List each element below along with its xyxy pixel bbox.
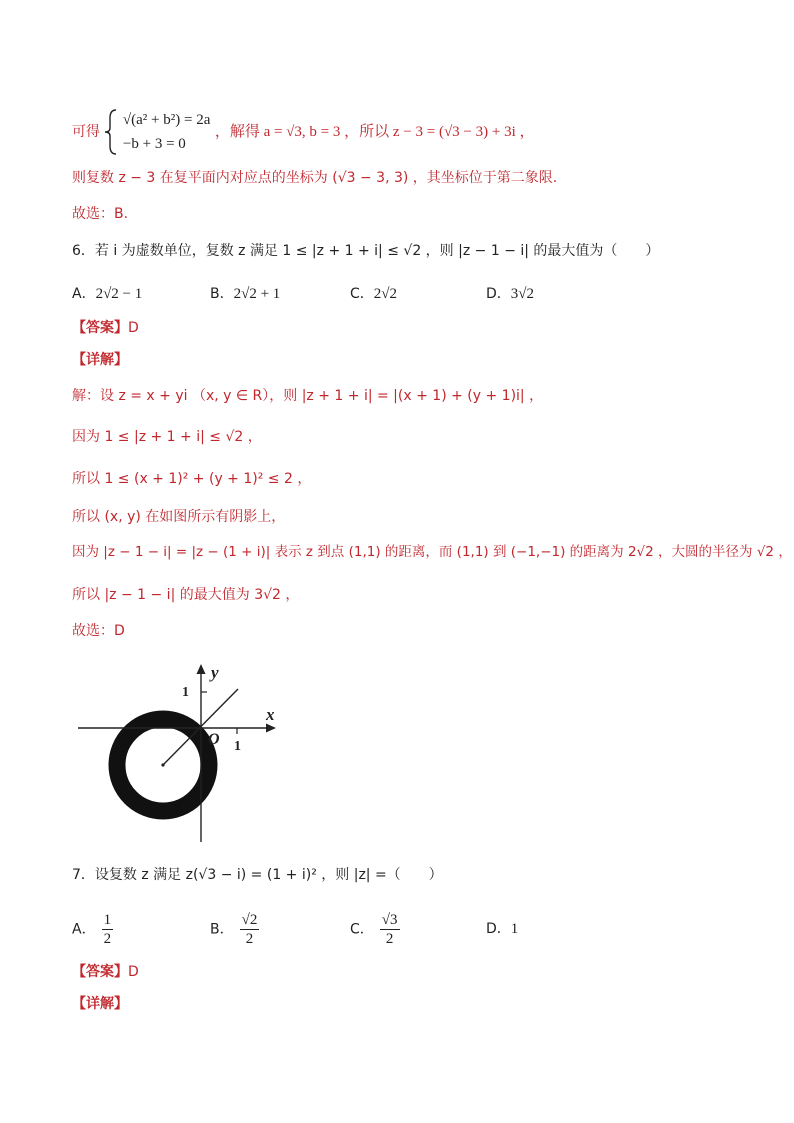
fraction-numerator: 1 bbox=[103, 912, 112, 928]
y-axis-arrow-icon bbox=[197, 664, 206, 674]
equation-system bbox=[123, 108, 210, 156]
origin-label: O bbox=[208, 731, 220, 748]
fraction-denominator: 2 bbox=[103, 931, 112, 947]
answer-value: D bbox=[128, 320, 139, 336]
equation-bottom: −b + 3 = 0 bbox=[122, 136, 186, 152]
x-axis-label: x bbox=[266, 705, 275, 724]
detail-tag-6: 【详解】 bbox=[72, 352, 128, 368]
option-d[interactable] bbox=[486, 919, 518, 939]
option-label: A． bbox=[72, 921, 96, 938]
option-text: 3√2 bbox=[510, 286, 535, 302]
annulus-figure bbox=[72, 656, 292, 846]
system-line bbox=[72, 108, 535, 156]
x-axis-arrow-icon bbox=[266, 724, 276, 733]
option-label: C． bbox=[350, 286, 374, 302]
question-6-options bbox=[72, 284, 672, 304]
question-7-stem: 7．设复数 z 满足 z(√3 − i) = (1 + i)² ，则 |z| =（ ） bbox=[72, 867, 443, 883]
option-label: A． bbox=[72, 286, 96, 302]
step-1: 解：设 z = x + yi （x, y ∈ R），则 |z + 1 + i| = |(x + 1) + (y + 1)i| ， bbox=[72, 388, 544, 404]
step-2: 因为 1 ≤ |z + 1 + i| ≤ √2 ， bbox=[72, 429, 262, 445]
left-brace-icon bbox=[104, 108, 118, 156]
option-label: B． bbox=[210, 921, 234, 938]
option-label: B． bbox=[210, 286, 234, 302]
y-tick-label: 1 bbox=[182, 685, 189, 700]
option-d[interactable] bbox=[486, 284, 534, 304]
step-6: 所以 |z − 1 − i| 的最大值为 3√2 ， bbox=[72, 587, 300, 603]
center-point bbox=[161, 763, 164, 766]
x-tick-label: 1 bbox=[234, 739, 241, 754]
option-c[interactable] bbox=[350, 911, 400, 948]
answer-tag: 【答案】 bbox=[72, 320, 128, 336]
equation-top: √(a² + b²) = 2a bbox=[122, 112, 211, 128]
fraction-denominator: 2 bbox=[245, 931, 254, 947]
fraction-denominator: 2 bbox=[385, 931, 394, 947]
step-5: 因为 |z − 1 − i| = |z − (1 + i)| 表示 z 到点 (1,1) 的距离，而 (1,1) 到 (−1,−1) 的距离为 2√2 ，大圆的半径为 √2 ， bbox=[72, 544, 792, 560]
paragraph-choice: 故选：B. bbox=[72, 206, 129, 222]
answer-line-6 bbox=[72, 318, 139, 338]
answer-value: D bbox=[128, 964, 139, 980]
step-4: 所以 (x, y) 在如图所示有阴影上， bbox=[72, 509, 286, 525]
question-6-stem: 6．若 i 为虚数单位，复数 z 满足 1 ≤ |z + 1 + i| ≤ √2 ，则 |z − 1 − i| 的最大值为（ ） bbox=[72, 243, 660, 259]
option-a[interactable] bbox=[72, 284, 142, 304]
answer-line-7 bbox=[72, 962, 139, 982]
fraction-numerator: √3 bbox=[381, 912, 398, 928]
option-text: 1 bbox=[510, 921, 519, 937]
option-text: 2√2 + 1 bbox=[233, 286, 281, 302]
option-b[interactable] bbox=[210, 911, 259, 948]
option-fraction bbox=[240, 911, 260, 948]
option-text: 2√2 − 1 bbox=[95, 286, 143, 302]
option-label: D． bbox=[486, 921, 511, 937]
solution-result: ，解得 a = √3, b = 3 ，所以 z − 3 = (√3 − 3) + 3i ， bbox=[214, 124, 535, 140]
option-a[interactable] bbox=[72, 911, 113, 948]
fraction-numerator: √2 bbox=[241, 912, 258, 928]
step-7: 故选：D bbox=[72, 623, 125, 639]
paragraph-quadrant: 则复数 z − 3 在复平面内对应点的坐标为 (√3 − 3, 3) ，其坐标位于第二象限. bbox=[72, 170, 558, 186]
option-fraction bbox=[380, 911, 400, 948]
option-b[interactable] bbox=[210, 284, 280, 304]
answer-tag: 【答案】 bbox=[72, 964, 128, 980]
solution-text: 可得 bbox=[72, 124, 100, 140]
option-fraction bbox=[102, 911, 114, 948]
option-c[interactable] bbox=[350, 284, 397, 304]
question-7-options bbox=[72, 905, 672, 949]
detail-tag-7: 【详解】 bbox=[72, 996, 128, 1012]
option-label: C． bbox=[350, 921, 374, 938]
step-3: 所以 1 ≤ (x + 1)² + (y + 1)² ≤ 2 ， bbox=[72, 471, 312, 487]
option-text: 2√2 bbox=[373, 286, 398, 302]
y-axis-label: y bbox=[211, 663, 219, 682]
option-label: D． bbox=[486, 286, 511, 302]
